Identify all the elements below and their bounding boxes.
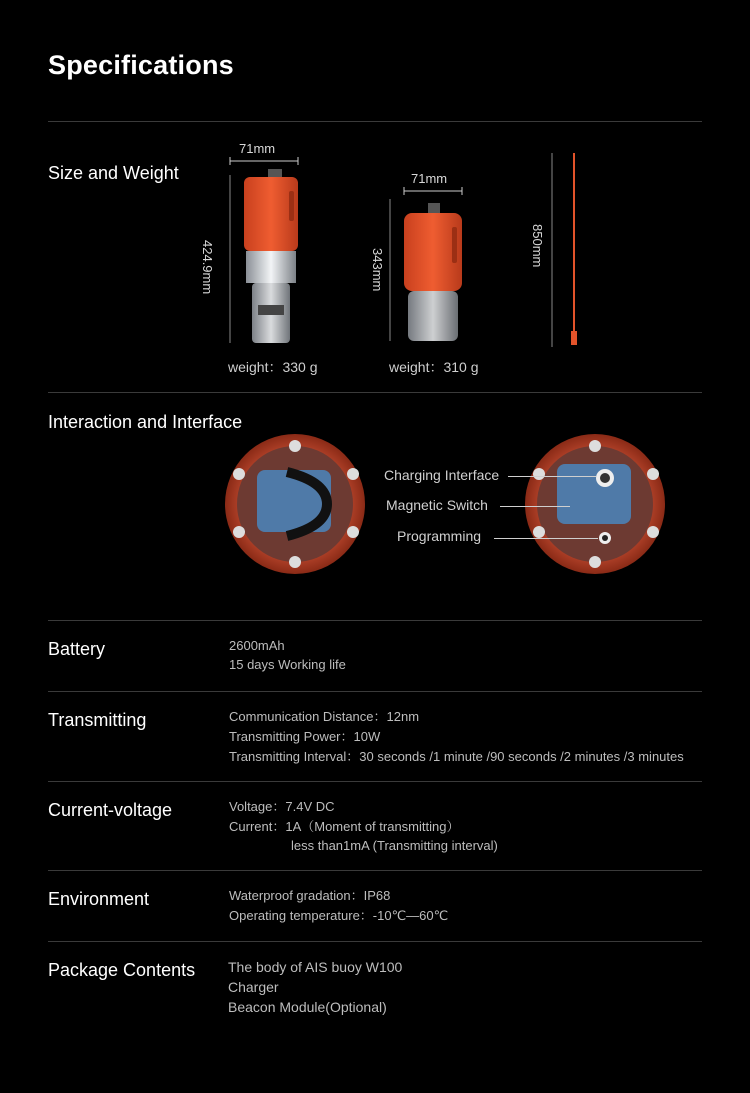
battery-life: 15 days Working life [229, 657, 346, 672]
charging-interface-label: Charging Interface [384, 467, 500, 483]
interface-label: Interaction and Interface [48, 412, 243, 432]
transmitting-interval: Transmitting Interval：30 seconds /1 minute /90 seconds /2 minutes /3 minutes [229, 749, 684, 764]
antenna [552, 153, 577, 347]
buoy-cap-right [525, 434, 665, 574]
divider [48, 620, 702, 621]
divider [48, 941, 702, 942]
divider [48, 392, 702, 393]
transmitting-label: Transmitting [48, 710, 147, 730]
device1-height-label: 424.9mm [200, 240, 215, 295]
device2-width-label: 71mm [411, 171, 448, 186]
divider [48, 121, 702, 122]
device1-weight: weight：330 g [228, 359, 318, 375]
waterproof-value: Waterproof gradation：IP68 [229, 888, 391, 903]
package-item-body: The body of AIS buoy W100 [228, 959, 403, 975]
buoy-device-small [404, 203, 462, 341]
magnetic-switch-label: Magnetic Switch [386, 497, 488, 513]
device2-height-label: 343mm [370, 248, 385, 292]
current-interval-value: less than1mA (Transmitting interval) [291, 838, 498, 853]
divider [48, 870, 702, 871]
environment-label: Environment [48, 889, 150, 909]
size-weight-label: Size and Weight [48, 163, 179, 183]
operating-temperature-value: Operating temperature：-10℃—60℃ [229, 908, 449, 923]
programming-leader [494, 538, 598, 539]
current-value: Current：1A（Moment of transmitting） [229, 819, 460, 834]
programming-label: Programming [397, 528, 482, 544]
device2-weight: weight：310 g [389, 359, 479, 375]
package-item-beacon: Beacon Module(Optional) [228, 999, 387, 1015]
battery-label: Battery [48, 639, 106, 659]
magnetic-switch-leader [500, 506, 570, 507]
current-voltage-label: Current-voltage [48, 800, 173, 820]
transmitting-power: Transmitting Power：10W [229, 729, 381, 744]
device1-width-dimension [230, 157, 298, 165]
battery-capacity: 2600mAh [229, 638, 285, 653]
divider [48, 781, 702, 782]
transmitting-distance: Communication Distance：12nm [229, 709, 420, 724]
antenna-length-label: 850mm [530, 224, 545, 268]
buoy-cap-left [225, 434, 365, 574]
package-item-charger: Charger [228, 979, 279, 995]
divider [48, 691, 702, 692]
charging-interface-leader [508, 476, 596, 477]
voltage-value: Voltage：7.4V DC [229, 799, 335, 814]
page-title: Specifications [48, 50, 234, 80]
device1-width-label: 71mm [239, 141, 276, 156]
buoy-device-large [244, 169, 298, 343]
device2-width-dimension [404, 187, 462, 195]
package-label: Package Contents [48, 960, 196, 980]
